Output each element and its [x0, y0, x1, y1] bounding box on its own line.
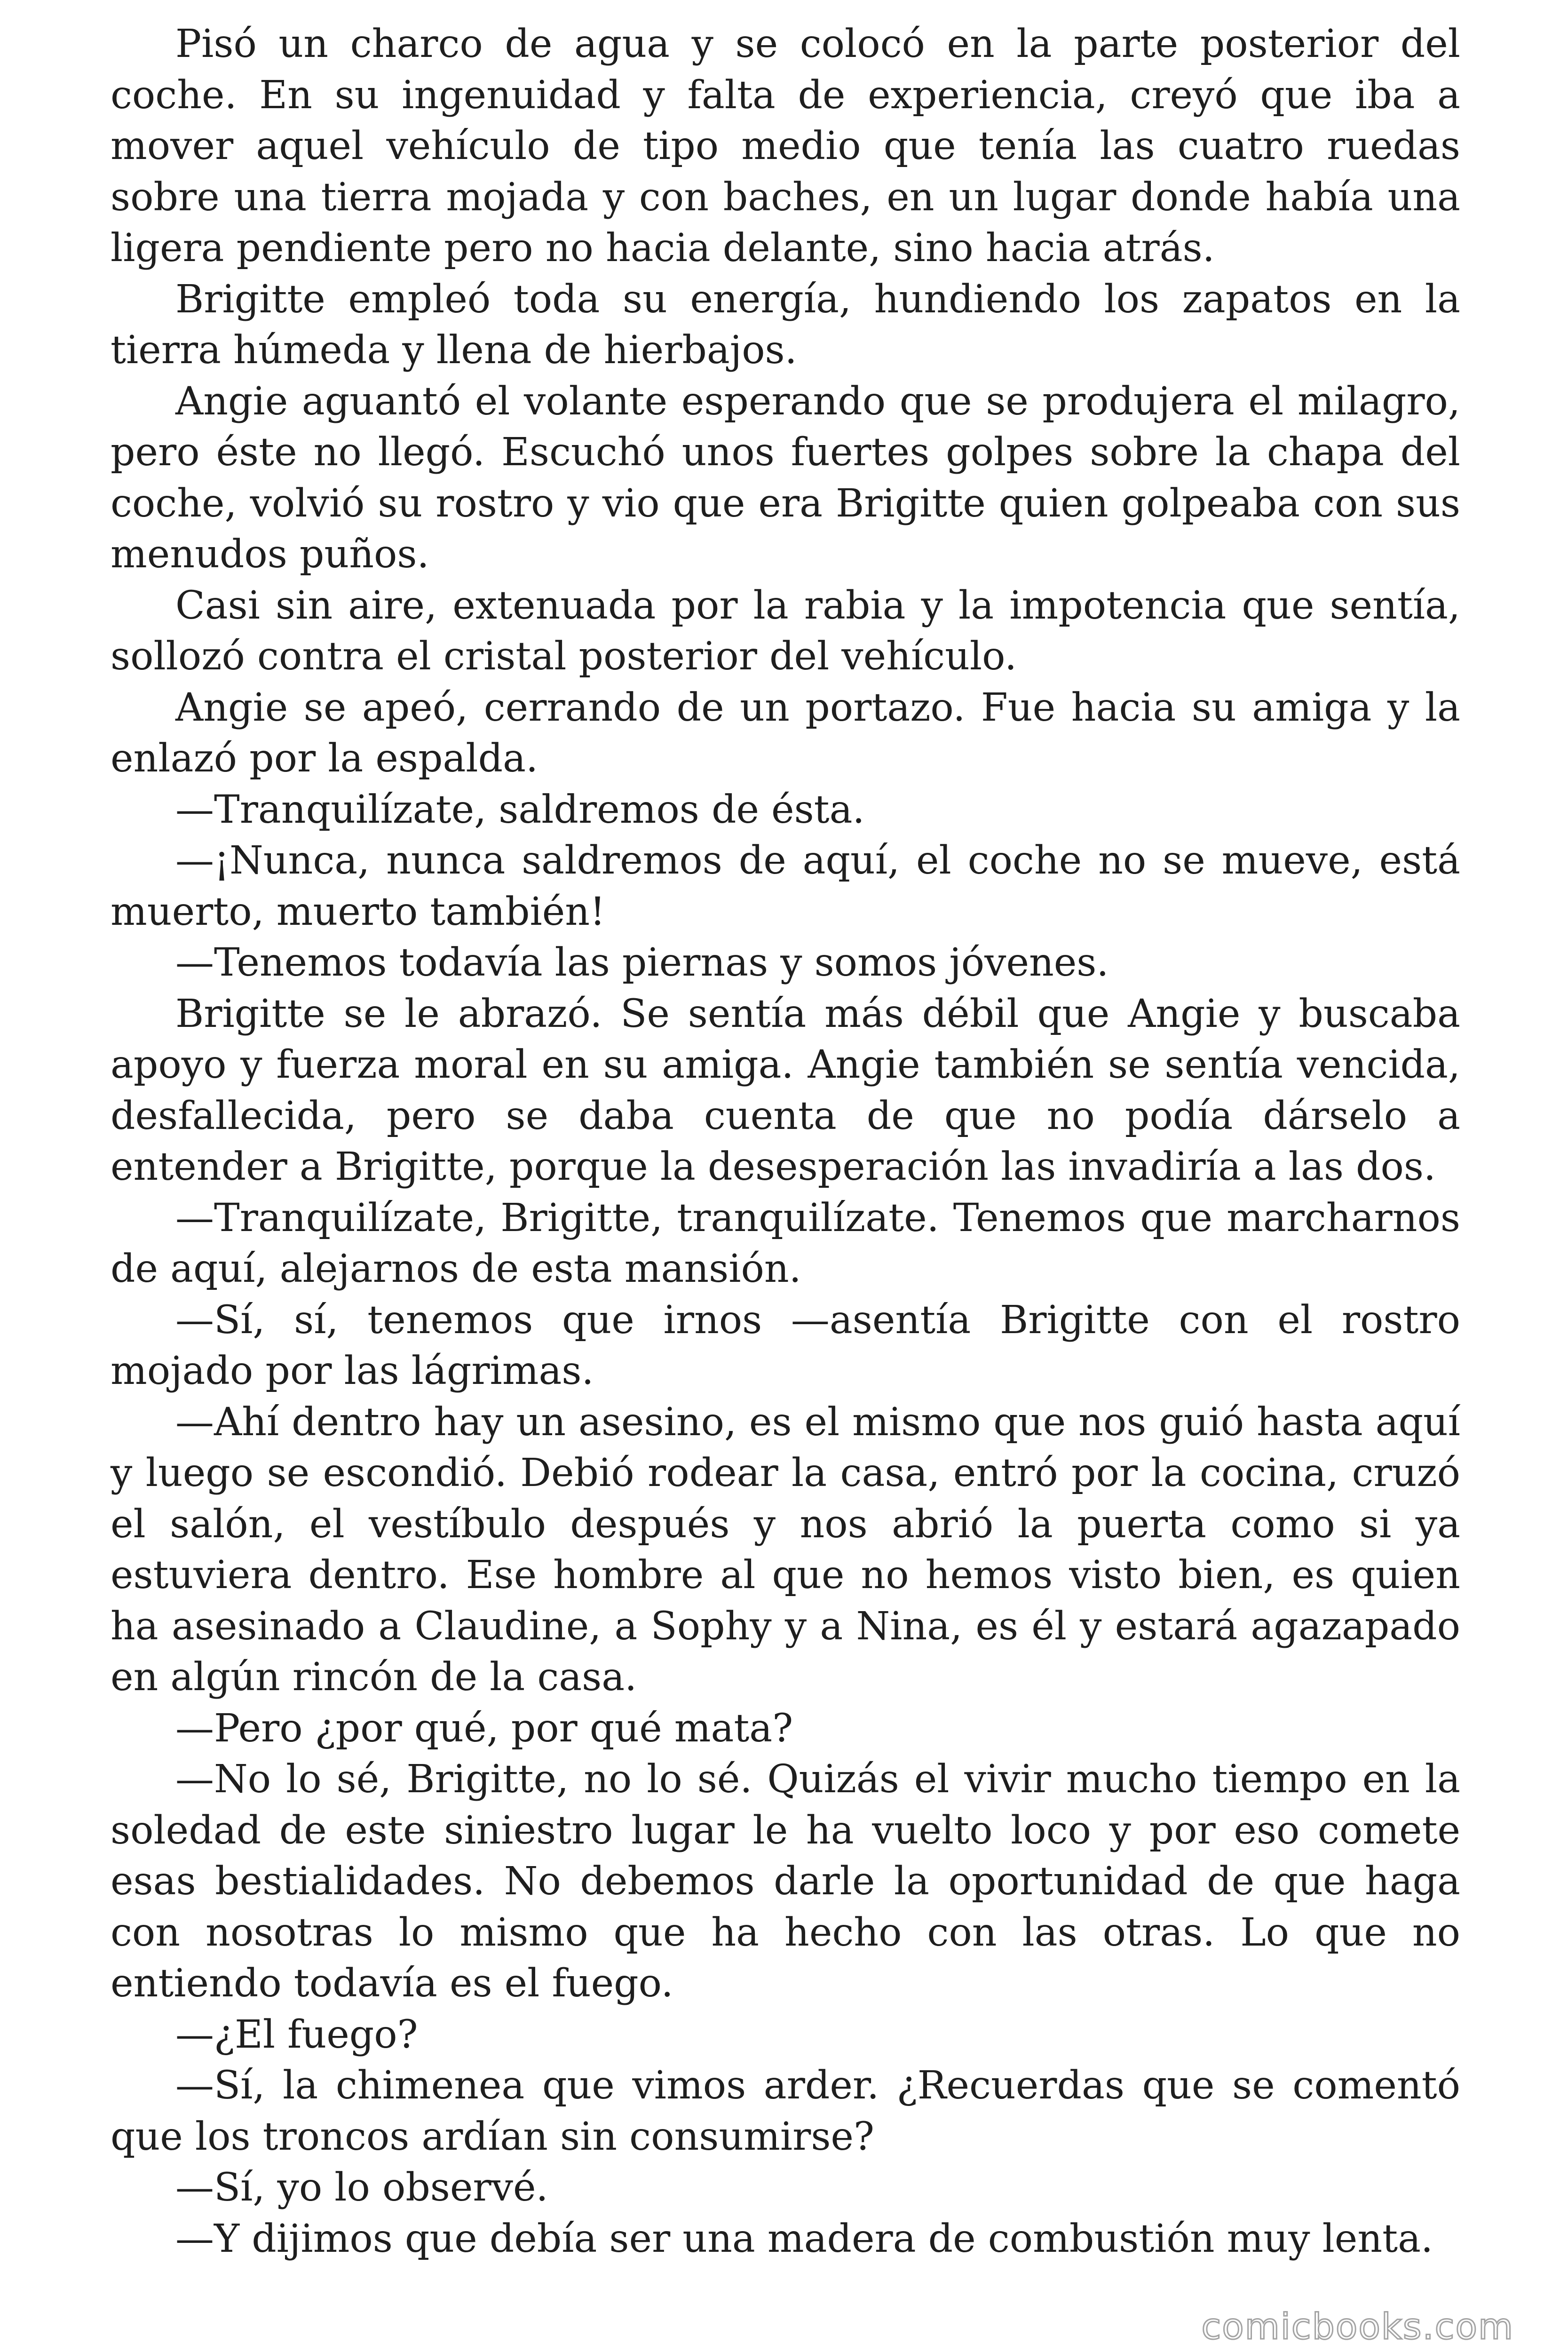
paragraph: Pisó un charco de agua y se colocó en la parte posterior del coche. En su ingenuidad y falta de experiencia, creyó que iba a mover aquel vehículo de tipo medio que tenía las cuatro ruedas sobre una tierra mojada y con baches, en un lugar donde había una ligera pendiente pero no hacia delante, sino hacia atrás. — [111, 22, 1460, 270]
dialogue-line: —No lo sé, Brigitte, no lo sé. Quizás el vivir mucho tiempo en la soledad de este siniestro lugar le ha vuelto loco y por eso comete esas bestialidades. No debemos darle la oportunidad de que haga con nosotras lo mismo que ha hecho con las otras. Lo que no entiendo todavía es el fuego. — [111, 1757, 1460, 2006]
dialogue-line: —¿El fuego? — [175, 2012, 418, 2057]
paragraph: Brigitte se le abrazó. Se sentía más débil que Angie y buscaba apoyo y fuerza moral en su amiga. Angie también se sentía vencida, desfallecida, pero se daba cuenta de que no podía dárselo a entender a Brigitte, porque la desesperación las invadiría a las dos. — [111, 991, 1460, 1189]
dialogue-line: —Pero ¿por qué, por qué mata? — [175, 1706, 793, 1751]
dialogue-line: —Sí, yo lo observé. — [175, 2165, 548, 2210]
page-text — [111, 19, 1460, 2265]
dialogue-line: —Tranquilízate, Brigitte, tranquilízate. Tenemos que marcharnos de aquí, alejarnos de esta mansión. — [111, 1195, 1460, 1291]
paragraph: Brigitte empleó toda su energía, hundiendo los zapatos en la tierra húmeda y llena de hierbajos. — [111, 277, 1460, 373]
dialogue-line: —Sí, la chimenea que vimos arder. ¿Recuerdas que se comentó que los troncos ardían sin consumirse? — [111, 2063, 1460, 2159]
watermark: comicbooks.com — [1201, 2305, 1514, 2347]
dialogue-line: —¡Nunca, nunca saldremos de aquí, el coche no se mueve, está muerto, muerto también! — [111, 838, 1460, 934]
dialogue-line: —Y dijimos que debía ser una madera de combustión muy lenta. — [175, 2216, 1433, 2261]
paragraph: Angie aguantó el volante esperando que se produjera el milagro, pero éste no llegó. Escuchó unos fuertes golpes sobre la chapa del coche, volvió su rostro y vio que era Brigitte quien golpeaba con sus menudos puños. — [111, 379, 1460, 577]
paragraph: Casi sin aire, extenuada por la rabia y la impotencia que sentía, sollozó contra el cristal posterior del vehículo. — [111, 583, 1460, 679]
dialogue-line: —Tenemos todavía las piernas y somos jóvenes. — [175, 940, 1109, 985]
dialogue-line: —Sí, sí, tenemos que irnos —asentía Brigitte con el rostro mojado por las lágrimas. — [111, 1297, 1460, 1393]
dialogue-line: —Tranquilízate, saldremos de ésta. — [175, 787, 865, 832]
dialogue-line: —Ahí dentro hay un asesino, es el mismo que nos guió hasta aquí y luego se escondió. Debió rodear la casa, entró por la cocina, cruzó el salón, el vestíbulo después y nos abrió la puerta como si ya estuviera dentro. Ese hombre al que no hemos visto bien, es quien ha asesinado a Claudine, a Sophy y a Nina, es él y estará agazapado en algún rincón de la casa. — [111, 1399, 1460, 1700]
paragraph: Angie se apeó, cerrando de un portazo. Fue hacia su amiga y la enlazó por la espalda. — [111, 685, 1460, 781]
